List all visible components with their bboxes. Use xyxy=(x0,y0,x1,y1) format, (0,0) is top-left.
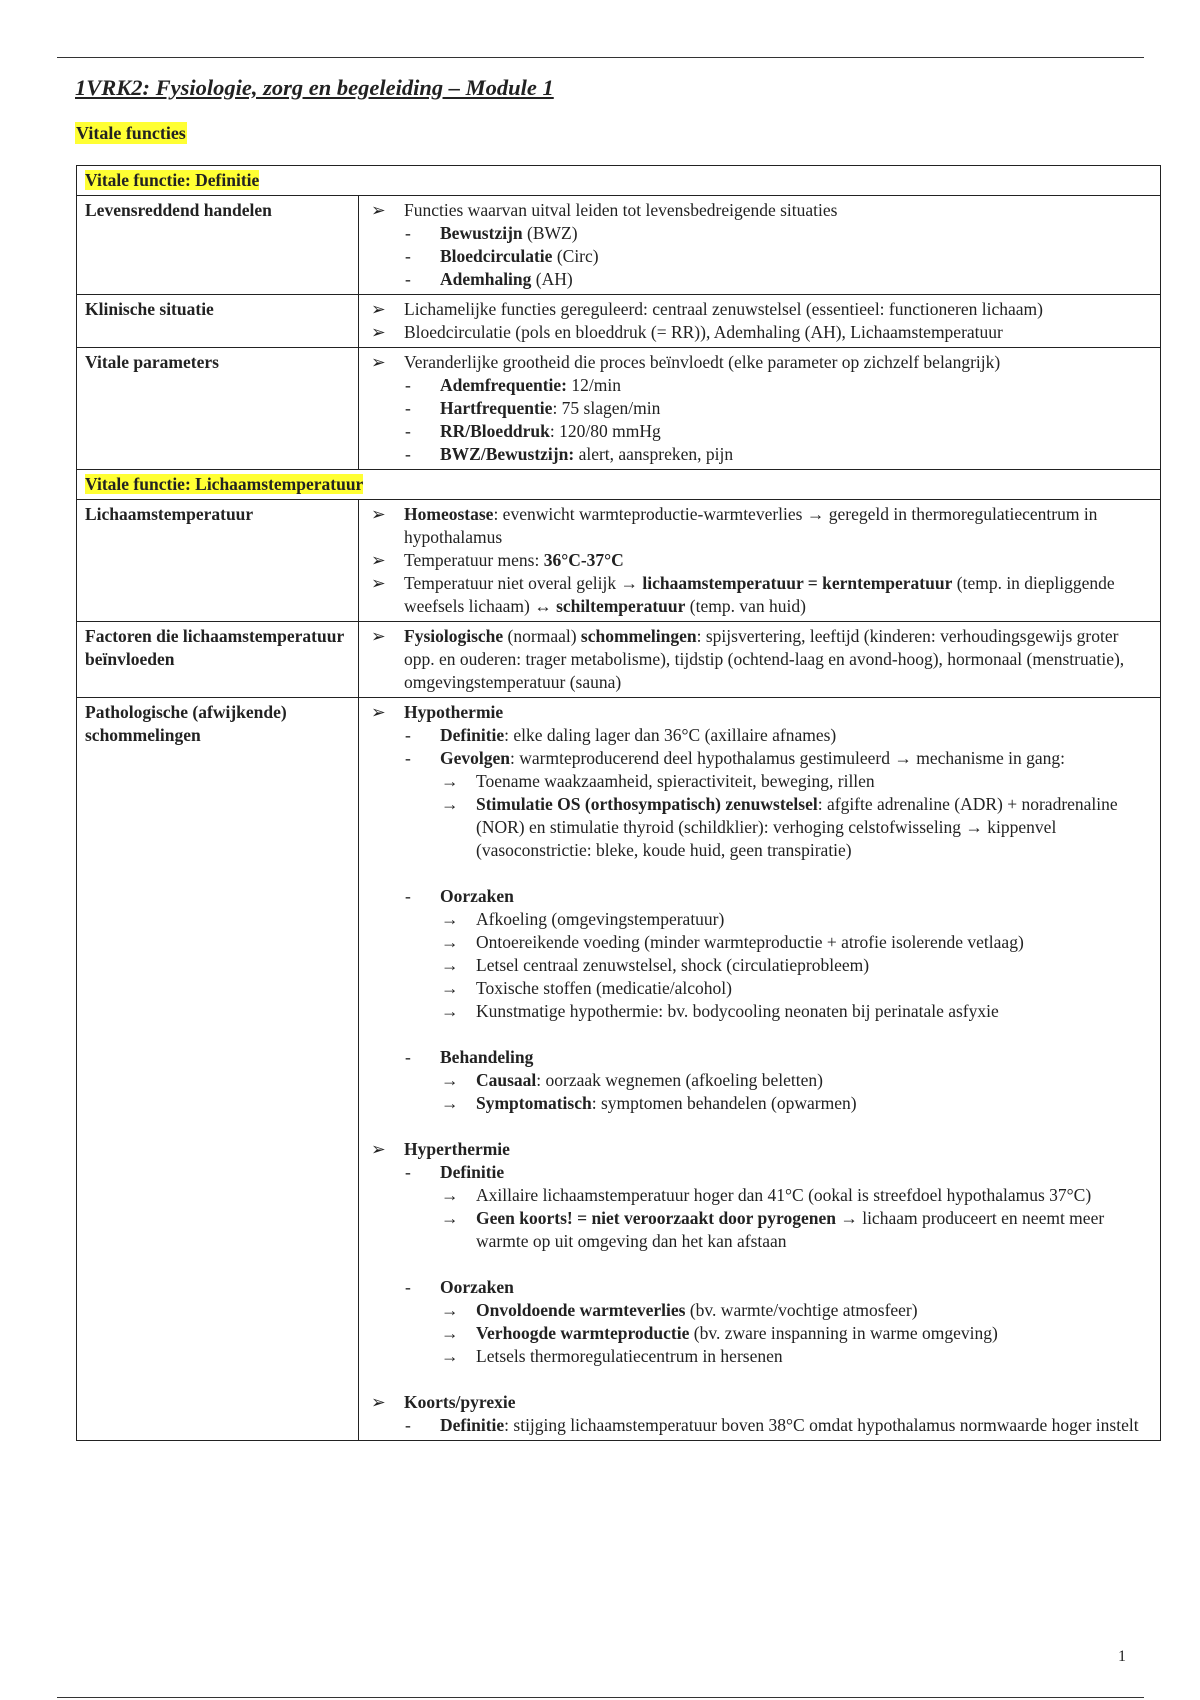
text: (Circ) xyxy=(552,246,599,266)
row-content xyxy=(359,622,1161,698)
list-item xyxy=(359,298,1152,321)
list-item xyxy=(359,701,1152,724)
list-item xyxy=(359,549,1152,572)
list-item xyxy=(359,503,1152,549)
list-item xyxy=(359,1414,1152,1437)
row-content xyxy=(359,295,1161,348)
dash-bullet: - xyxy=(405,421,411,441)
spacer xyxy=(359,862,1152,885)
text: (normaal) xyxy=(503,626,581,646)
bold-text: Hypothermie xyxy=(404,702,504,722)
dash-bullet: - xyxy=(405,375,411,395)
page-number: 1 xyxy=(1118,1648,1126,1665)
list-item xyxy=(359,397,1152,420)
row-label: Klinische situatie xyxy=(77,295,359,348)
bottom-rule xyxy=(57,1697,1144,1698)
text: Toxische stoffen (medicatie/alcohol) xyxy=(476,978,732,998)
bold-text: Definitie xyxy=(440,1415,505,1435)
top-rule xyxy=(57,57,1144,58)
list-item xyxy=(359,1069,1152,1092)
bold-text: Verhoogde warmteproductie xyxy=(476,1323,690,1343)
text: (BWZ) xyxy=(522,223,578,243)
row-content xyxy=(359,348,1161,470)
text: (AH) xyxy=(531,269,573,289)
dash-bullet: - xyxy=(405,398,411,418)
list-item xyxy=(359,747,1152,770)
bold-text: 36°C-37°C xyxy=(543,550,624,570)
list-item xyxy=(359,724,1152,747)
bold-text: Ademhaling xyxy=(440,269,532,289)
list-item xyxy=(359,351,1152,374)
spacer xyxy=(359,1023,1152,1046)
text: : afgifte adrenaline (ADR) + noradrenaline (NOR) en stimulatie thyroid (schildklier): verhoging celstofwisseling → kippenvel (vasoconstrictie: bleke, koude huid, geen transpiratie) xyxy=(476,794,1118,860)
arrow-bullet-icon: → xyxy=(441,1346,459,1366)
arrowhead-bullet-icon: ➢ xyxy=(371,702,386,722)
list-item xyxy=(359,321,1152,344)
text: alert, aanspreken, pijn xyxy=(574,444,734,464)
bold-text: Hartfrequentie xyxy=(440,398,553,418)
arrow-bullet-icon: → xyxy=(441,794,459,814)
notes-table xyxy=(76,165,1161,1441)
list-item xyxy=(359,1322,1152,1345)
bold-text: Definitie xyxy=(440,725,505,745)
section-heading: Vitale functies xyxy=(76,123,186,143)
bold-text: schommelingen xyxy=(580,626,697,646)
arrowhead-bullet-icon: ➢ xyxy=(371,626,386,646)
text: 12/min xyxy=(567,375,621,395)
list-item xyxy=(359,199,1152,222)
dash-bullet: - xyxy=(405,1047,411,1067)
bold-text: Behandeling xyxy=(440,1047,534,1067)
row-content xyxy=(359,196,1161,295)
text: Lichamelijke functies gereguleerd: centraal zenuwstelsel (essentieel: functioneren lichaam) xyxy=(404,299,1043,319)
list-item xyxy=(359,793,1152,862)
dash-bullet: - xyxy=(405,1415,411,1435)
table-row xyxy=(77,295,1161,348)
bold-text: Symptomatisch xyxy=(476,1093,592,1113)
bold-text: Koorts/pyrexie xyxy=(404,1392,516,1412)
text: : stijging lichaamstemperatuur boven 38°C omdat hypothalamus normwaarde hoger instelt xyxy=(504,1415,1139,1435)
text: Veranderlijke grootheid die proces beïnvloedt (elke parameter op zichzelf belangrijk) xyxy=(404,352,1001,372)
text: : warmteproducerend deel hypothalamus gestimuleerd → mechanisme in gang: xyxy=(510,748,1065,768)
bold-text: Hyperthermie xyxy=(404,1139,510,1159)
text: Temperatuur mens: xyxy=(404,550,544,570)
list-item xyxy=(359,954,1152,977)
dash-bullet: - xyxy=(405,444,411,464)
bold-text: Definitie xyxy=(440,1162,505,1182)
text: → lichaam produceert en neemt meer warmte op uit omgeving dan het kan afstaan xyxy=(476,1208,1105,1251)
arrow-bullet-icon: → xyxy=(441,978,459,998)
list-item xyxy=(359,222,1152,245)
document-title: 1VRK2: Fysiologie, zorg en begeleiding – Module 1 xyxy=(75,75,554,100)
row-content xyxy=(359,698,1161,1441)
list-item xyxy=(359,931,1152,954)
dash-bullet: - xyxy=(405,725,411,745)
bold-text: Oorzaken xyxy=(440,886,514,906)
bold-text: BWZ/Bewustzijn: xyxy=(440,444,575,464)
list-item xyxy=(359,1345,1152,1368)
text: (bv. zware inspanning in warme omgeving) xyxy=(689,1323,998,1343)
list-item xyxy=(359,977,1152,1000)
text: : 120/80 mmHg xyxy=(549,421,661,441)
bold-text: Bewustzijn xyxy=(440,223,523,243)
row-label: Pathologische (afwijkende) schommelingen xyxy=(77,698,359,1441)
text: (temp. in diepliggende weefsels lichaam) ↔ xyxy=(404,573,1115,616)
list-item xyxy=(359,268,1152,291)
bold-text: Gevolgen xyxy=(440,748,510,768)
spacer xyxy=(359,1368,1152,1391)
list-item xyxy=(359,420,1152,443)
arrow-bullet-icon: → xyxy=(441,1185,459,1205)
row-label: Factoren die lichaamstemperatuur beïnvloeden xyxy=(77,622,359,698)
section-header-cell xyxy=(77,166,1161,196)
bold-text: Fysiologische xyxy=(404,626,504,646)
text: : elke daling lager dan 36°C (axillaire afnames) xyxy=(504,725,837,745)
bold-text: Homeostase xyxy=(404,504,494,524)
section-title: Vitale functie: Definitie xyxy=(85,170,260,190)
row-label: Vitale parameters xyxy=(77,348,359,470)
arrow-bullet-icon: → xyxy=(441,1323,459,1343)
spacer xyxy=(359,1115,1152,1138)
list-item xyxy=(359,1092,1152,1115)
arrowhead-bullet-icon: ➢ xyxy=(371,1139,386,1159)
section-header-cell xyxy=(77,470,1161,500)
section-title: Vitale functie: Lichaamstemperatuur xyxy=(85,474,364,494)
list-item xyxy=(359,374,1152,397)
table-row xyxy=(77,622,1161,698)
row-label: Lichaamstemperatuur xyxy=(77,500,359,622)
row-content xyxy=(359,500,1161,622)
arrowhead-bullet-icon: ➢ xyxy=(371,573,386,593)
row-label: Levensreddend handelen xyxy=(77,196,359,295)
list-item xyxy=(359,1276,1152,1299)
list-item xyxy=(359,885,1152,908)
list-item xyxy=(359,443,1152,466)
arrow-bullet-icon: → xyxy=(441,955,459,975)
list-item xyxy=(359,770,1152,793)
text: Kunstmatige hypothermie: bv. bodycooling neonaten bij perinatale asfyxie xyxy=(476,1001,999,1021)
text: : spijsvertering, leeftijd (kinderen: verhoudingsgewijs groter opp. en ouderen: trager metabolisme), tijdstip (ochtend-laag en avond-hoog), hormonaal (menstruatie), omgevingstemperatuur (sauna) xyxy=(404,626,1125,692)
section-header-row xyxy=(77,166,1161,196)
arrow-bullet-icon: → xyxy=(441,1093,459,1113)
text: Axillaire lichaamstemperatuur hoger dan 41°C (ookal is streefdoel hypothalamus 37°C) xyxy=(476,1185,1092,1205)
bold-text: schiltemperatuur xyxy=(556,596,686,616)
notes-table-body xyxy=(77,166,1161,1441)
text: : symptomen behandelen (opwarmen) xyxy=(591,1093,857,1113)
dash-bullet: - xyxy=(405,246,411,266)
text: : evenwicht warmteproductie-warmteverlies → geregeld in thermoregulatiecentrum in hypothalamus xyxy=(404,504,1098,547)
arrow-bullet-icon: → xyxy=(441,1070,459,1090)
dash-bullet: - xyxy=(405,223,411,243)
bold-text: Causaal xyxy=(476,1070,537,1090)
text: Functies waarvan uitval leiden tot levensbedreigende situaties xyxy=(404,200,838,220)
arrowhead-bullet-icon: ➢ xyxy=(371,200,386,220)
arrowhead-bullet-icon: ➢ xyxy=(371,299,386,319)
arrow-bullet-icon: → xyxy=(441,932,459,952)
table-row xyxy=(77,348,1161,470)
arrowhead-bullet-icon: ➢ xyxy=(371,1392,386,1412)
dash-bullet: - xyxy=(405,269,411,289)
arrow-bullet-icon: → xyxy=(441,1300,459,1320)
table-row xyxy=(77,500,1161,622)
text: Temperatuur niet overal gelijk → xyxy=(404,573,643,593)
bold-text: Oorzaken xyxy=(440,1277,514,1297)
list-item xyxy=(359,1207,1152,1253)
list-item xyxy=(359,572,1152,618)
text: Ontoereikende voeding (minder warmteproductie + atrofie isolerende vetlaag) xyxy=(476,932,1024,952)
text: (bv. warmte/vochtige atmosfeer) xyxy=(685,1300,918,1320)
arrowhead-bullet-icon: ➢ xyxy=(371,352,386,372)
list-item xyxy=(359,1000,1152,1023)
text: Toename waakzaamheid, spieractiviteit, beweging, rillen xyxy=(476,771,875,791)
text: Afkoeling (omgevingstemperatuur) xyxy=(476,909,725,929)
arrowhead-bullet-icon: ➢ xyxy=(371,504,386,524)
text: Letsels thermoregulatiecentrum in hersenen xyxy=(476,1346,783,1366)
text: Bloedcirculatie (pols en bloeddruk (= RR)), Ademhaling (AH), Lichaamstemperatuur xyxy=(404,322,1003,342)
bold-text: Bloedcirculatie xyxy=(440,246,553,266)
spacer xyxy=(359,1253,1152,1276)
section-header-row xyxy=(77,470,1161,500)
arrow-bullet-icon: → xyxy=(441,771,459,791)
table-row xyxy=(77,698,1161,1441)
arrow-bullet-icon: → xyxy=(441,1208,459,1228)
dash-bullet: - xyxy=(405,1277,411,1297)
dash-bullet: - xyxy=(405,886,411,906)
text: : oorzaak wegnemen (afkoeling beletten) xyxy=(536,1070,823,1090)
bold-text: Ademfrequentie: xyxy=(440,375,568,395)
arrowhead-bullet-icon: ➢ xyxy=(371,550,386,570)
dash-bullet: - xyxy=(405,1162,411,1182)
text: Letsel centraal zenuwstelsel, shock (circulatieprobleem) xyxy=(476,955,870,975)
list-item xyxy=(359,625,1152,694)
bold-text: Stimulatie OS (orthosympatisch) zenuwstelsel xyxy=(476,794,818,814)
list-item xyxy=(359,1046,1152,1069)
list-item xyxy=(359,1138,1152,1161)
dash-bullet: - xyxy=(405,748,411,768)
list-item xyxy=(359,1184,1152,1207)
list-item xyxy=(359,1299,1152,1322)
bold-text: Geen koorts! = niet veroorzaakt door pyrogenen xyxy=(476,1208,836,1228)
bold-text: RR/Bloeddruk xyxy=(440,421,550,441)
list-item xyxy=(359,1391,1152,1414)
text: : 75 slagen/min xyxy=(552,398,661,418)
arrow-bullet-icon: → xyxy=(441,909,459,929)
list-item xyxy=(359,908,1152,931)
bold-text: lichaamstemperatuur = kerntemperatuur xyxy=(642,573,953,593)
arrowhead-bullet-icon: ➢ xyxy=(371,322,386,342)
list-item xyxy=(359,1161,1152,1184)
arrow-bullet-icon: → xyxy=(441,1001,459,1021)
table-row xyxy=(77,196,1161,295)
bold-text: Onvoldoende warmteverlies xyxy=(476,1300,686,1320)
text: (temp. van huid) xyxy=(685,596,806,616)
list-item xyxy=(359,245,1152,268)
